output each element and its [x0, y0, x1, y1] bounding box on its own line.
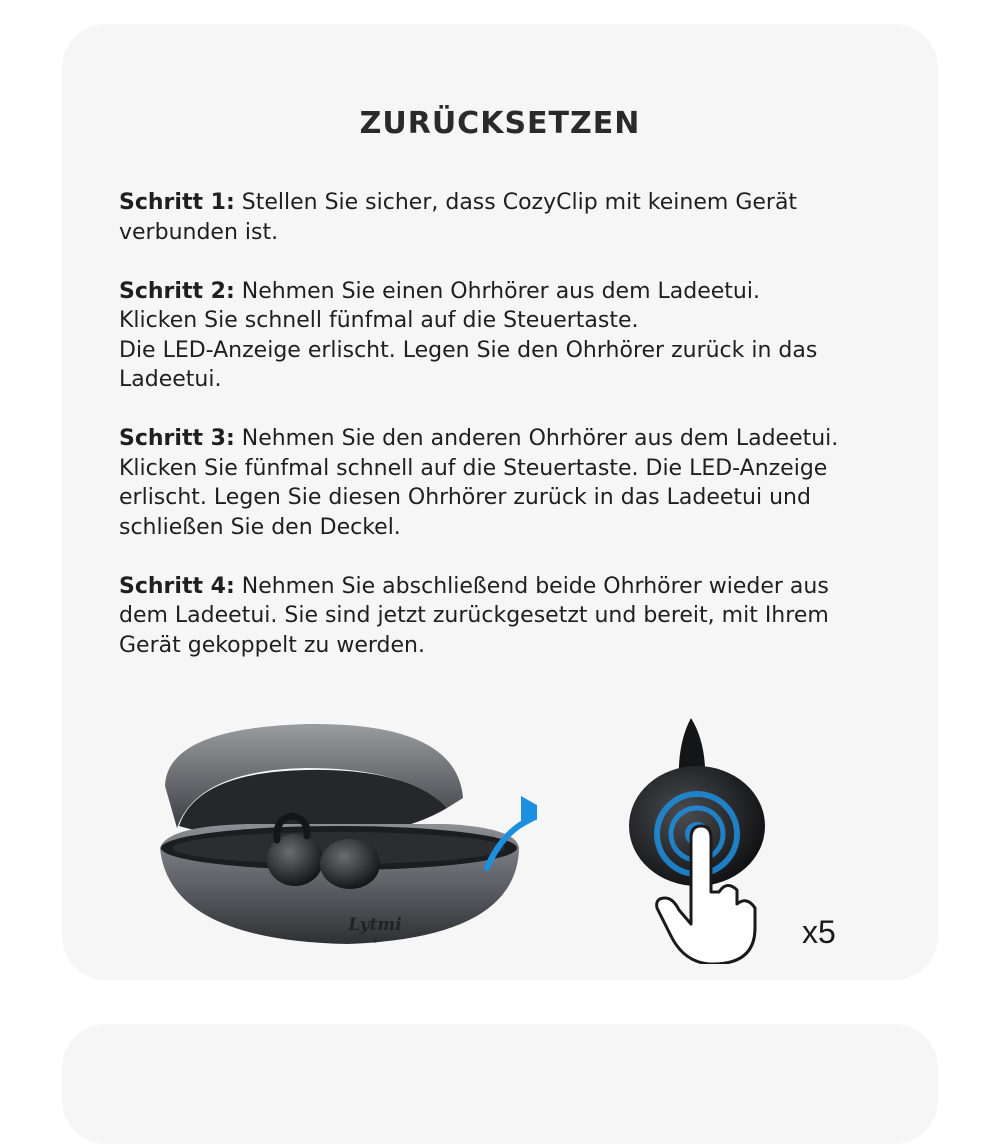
earbud-icon — [617, 714, 777, 964]
tap-count: x5 — [802, 914, 836, 950]
case-brand: Lytmi — [348, 915, 402, 935]
page-title: ZURÜCKSETZEN — [359, 106, 641, 141]
step-label: Schritt 1: — [119, 190, 235, 215]
step-3 — [119, 424, 879, 542]
charging-case-icon — [157, 708, 537, 958]
step-text: Nehmen Sie einen Ohrhörer aus dem Ladeetui. — [234, 278, 760, 304]
step-2 — [119, 277, 879, 395]
step-label: Schritt 4: — [119, 573, 235, 599]
arrow-icon — [521, 796, 537, 828]
next-card — [62, 1024, 938, 1144]
step-text-line: Klicken Sie schnell fünfmal auf die Steuertaste. — [119, 308, 639, 333]
step-label: Schritt 3: — [119, 426, 235, 451]
step-text-line: Die LED-Anzeige erlischt. Legen Sie den Ohrhörer zurück in das Ladeetui. — [119, 337, 818, 392]
step-label: Schritt 2: — [119, 278, 235, 304]
steps-list — [119, 188, 879, 690]
step-1 — [119, 188, 879, 247]
step-4 — [119, 572, 879, 661]
step-text: Stellen Sie sicher, dass CozyClip mit keinem Gerät verbunden ist. — [119, 190, 798, 245]
reset-card — [62, 24, 938, 980]
step-text: Nehmen Sie abschließend beide Ohrhörer wieder aus dem Ladeetui. Sie sind jetzt zurückgesetzt und bereit, mit Ihrem Gerät gekoppelt zu werden. — [119, 573, 829, 658]
step-text: Nehmen Sie den anderen Ohrhörer aus dem Ladeetui. Klicken Sie fünfmal schnell auf die Steuertaste. Die LED-Anzeige erlischt. Legen Sie diesen Ohrhörer zurück in das Ladeetui und schließen Sie den Deckel. — [119, 426, 839, 540]
